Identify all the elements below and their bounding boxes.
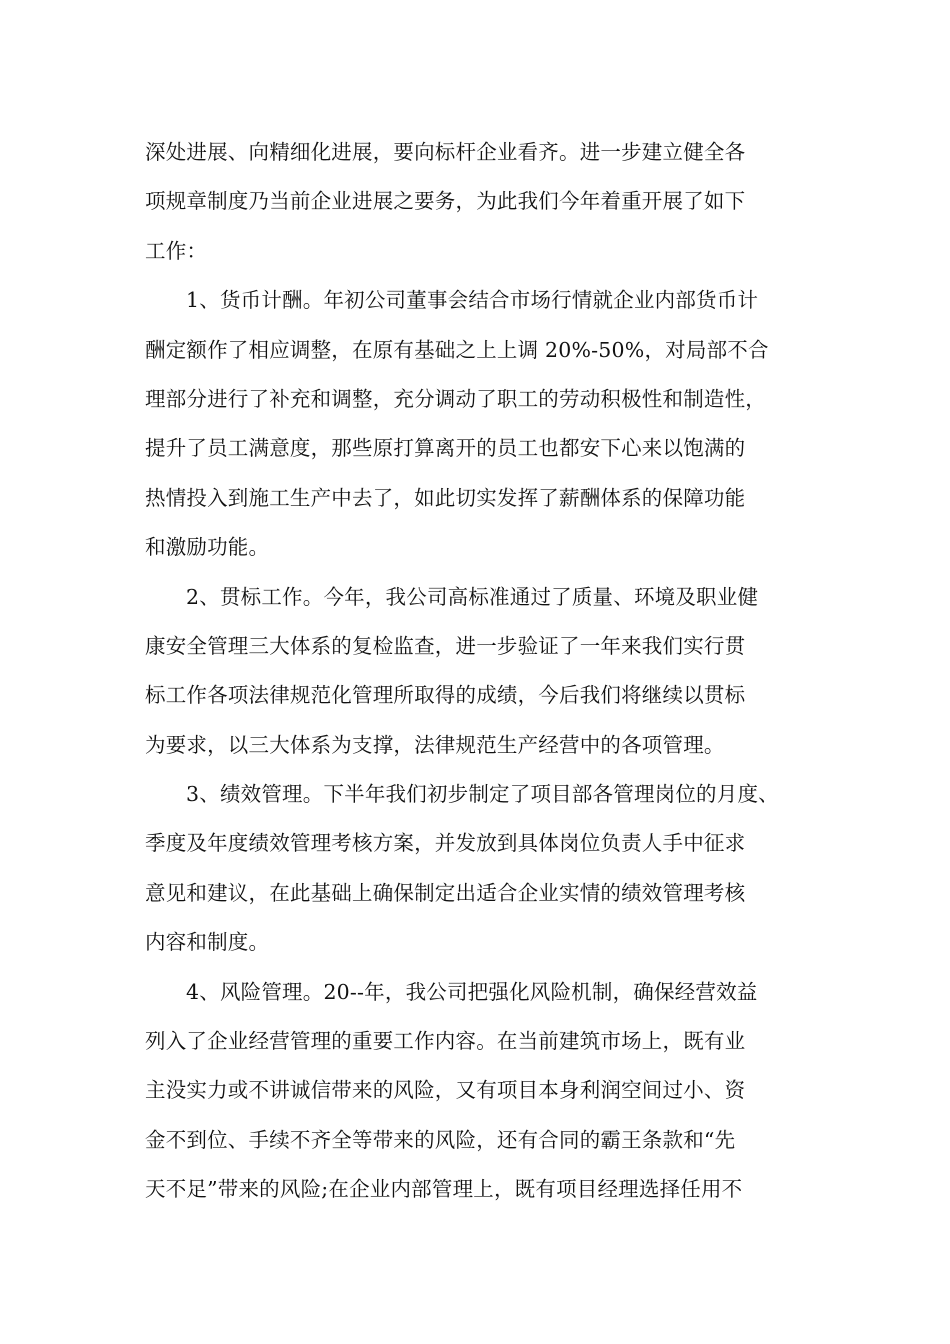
- text-line: 康安全管理三大体系的复检监查，进一步验证了一年来我们实行贯: [145, 633, 746, 658]
- body-text: [145, 128, 810, 1215]
- text-line: 主没实力或不讲诚信带来的风险，又有项目本身利润空间过小、资: [145, 1078, 746, 1103]
- text-line: 内容和制度。: [145, 930, 270, 955]
- text-line: 季度及年度绩效管理考核方案，并发放到具体岗位负责人手中征求: [145, 831, 746, 856]
- text-line: 和激励功能。: [145, 535, 270, 560]
- text-line: 为要求，以三大体系为支撑，法律规范生产经营中的各项管理。: [145, 732, 725, 757]
- text-line: 意见和建议，在此基础上确保制定出适合企业实情的绩效管理考核: [145, 880, 746, 905]
- text-line: 天不足”带来的风险;在企业内部管理上，既有项目经理选择任用不: [145, 1177, 743, 1202]
- text-line: 列入了企业经营管理的重要工作内容。在当前建筑市场上，既有业: [145, 1029, 746, 1054]
- paragraph-start-line: 3、绩效管理。下半年我们初步制定了项目部各管理岗位的月度、: [186, 782, 779, 807]
- text-line: 酬定额作了相应调整，在原有基础之上上调 20%-50%，对局部不合: [145, 337, 769, 362]
- text-line: 理部分进行了补充和调整，充分调动了职工的劳动积极性和制造性，: [145, 386, 766, 411]
- paragraph-start-line: 4、风险管理。20--年，我公司把强化风险机制，确保经营效益: [186, 979, 758, 1004]
- text-line: 项规章制度乃当前企业进展之要务，为此我们今年着重开展了如下: [145, 189, 746, 214]
- paragraph-start-line: 2、贯标工作。今年，我公司高标准通过了质量、环境及职业健: [186, 584, 759, 609]
- text-line: 深处进展、向精细化进展，要向标杆企业看齐。进一步建立健全各: [145, 140, 746, 164]
- paragraph-start-line: 1、货币计酬。年初公司董事会结合市场行情就企业内部货币计: [186, 288, 759, 313]
- text-line: 工作：: [145, 238, 208, 263]
- text-line: 热情投入到施工生产中去了，如此切实发挥了薪酬体系的保障功能: [145, 485, 746, 510]
- text-line: 标工作各项法律规范化管理所取得的成绩，今后我们将继续以贯标: [145, 683, 746, 708]
- text-line: 金不到位、手续不齐全等带来的风险，还有合同的霸王条款和“先: [145, 1127, 736, 1152]
- text-line: 提升了员工满意度，那些原打算离开的员工也都安下心来以饱满的: [145, 436, 746, 461]
